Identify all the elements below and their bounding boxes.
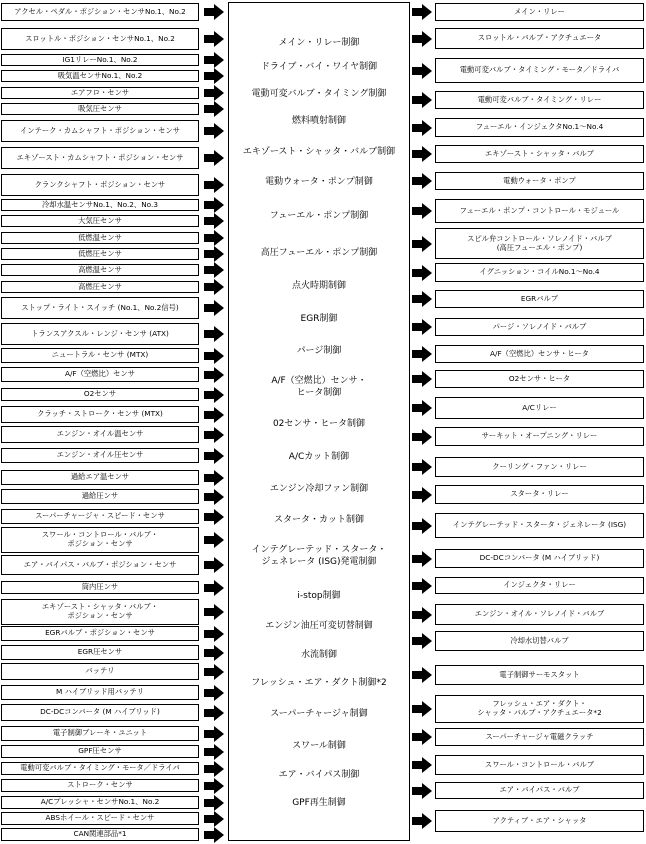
output-arrow-icon — [412, 633, 432, 649]
output-actuator-box: アクティブ・エア・シャッタ — [435, 810, 644, 832]
output-arrow-icon — [412, 203, 432, 219]
input-arrow-icon — [204, 326, 224, 342]
output-actuator-box: クーリング・ファン・リレー — [435, 457, 644, 477]
input-arrow-icon — [204, 685, 224, 701]
control-function-label: 02センサ・ヒータ制御 — [272, 419, 366, 429]
output-arrow-icon — [412, 667, 432, 683]
control-function-label: 電動可変バルブ・タイミング制御 — [251, 89, 387, 99]
input-arrow-icon — [204, 300, 224, 316]
output-arrow-icon — [412, 757, 432, 773]
input-arrow-icon — [204, 532, 224, 548]
input-arrow-icon — [204, 262, 224, 278]
output-actuator-box: メイン・リレー — [435, 3, 644, 21]
input-sensor-box: ニュートラル・センサ (MTX) — [1, 348, 199, 363]
input-arrow-icon — [204, 427, 224, 443]
output-actuator-box: エア・バイパス・バルブ — [435, 782, 644, 799]
output-arrow-icon — [412, 551, 432, 567]
input-sensor-box: GPF圧センサ — [1, 745, 199, 758]
control-function-label: エキゾースト・シャッタ・バルブ制御 — [242, 147, 396, 157]
control-function-label: インテグレーテッド・スタータ・ ジェネレータ (ISG)発電制御 — [251, 545, 387, 567]
input-sensor-box: A/Cプレッシャ・センサNo.1、No.2 — [1, 796, 199, 809]
control-function-label: フューエル・ポンプ制御 — [269, 211, 369, 221]
control-function-label: EGR制御 — [300, 314, 338, 324]
input-sensor-box: クランクシャフト・ポジション・センサ — [1, 174, 199, 196]
input-sensor-box: バッテリ — [1, 663, 199, 680]
input-sensor-box: 過給エア温センサ — [1, 470, 199, 485]
input-arrow-icon — [204, 448, 224, 464]
output-arrow-icon — [412, 92, 432, 108]
input-arrow-icon — [204, 31, 224, 47]
input-arrow-icon — [204, 150, 224, 166]
input-sensor-box: スーパーチャージャ・スピード・センサ — [1, 509, 199, 524]
output-arrow-icon — [412, 400, 432, 416]
output-actuator-box: 電子制御サーモスタット — [435, 665, 644, 685]
input-sensor-box: エアフロ・センサ — [1, 87, 199, 99]
input-arrow-icon — [204, 509, 224, 525]
output-actuator-box: A/F（空燃比）センサ・ヒータ — [435, 345, 644, 363]
input-sensor-box: A/F（空燃比）センサ — [1, 367, 199, 382]
input-arrow-icon — [204, 645, 224, 661]
output-actuator-box: パージ・ソレノイド・バルブ — [435, 318, 644, 336]
output-arrow-icon — [412, 346, 432, 362]
control-function-label: A/F（空燃比）センサ・ ヒータ制御 — [271, 376, 367, 398]
input-arrow-icon — [204, 68, 224, 84]
control-function-label: エンジン冷却ファン制御 — [269, 484, 369, 494]
input-arrow-icon — [204, 387, 224, 403]
output-arrow-icon — [412, 236, 432, 252]
control-function-label: GPF再生制御 — [292, 798, 346, 808]
input-sensor-box: アクセル・ペダル・ポジション・センサNo.1、No.2 — [1, 3, 199, 21]
output-arrow-icon — [412, 319, 432, 335]
control-function-label: 電動ウォータ・ポンプ制御 — [265, 177, 373, 187]
input-arrow-icon — [204, 348, 224, 364]
control-function-label: 燃料噴射制御 — [291, 116, 346, 126]
output-arrow-icon — [412, 487, 432, 503]
output-arrow-icon — [412, 173, 432, 189]
input-arrow-icon — [204, 761, 224, 777]
input-arrow-icon — [204, 811, 224, 827]
output-arrow-icon — [412, 813, 432, 829]
control-function-label: パージ制御 — [296, 346, 342, 356]
input-sensor-box: 過給圧ンサ — [1, 489, 199, 504]
input-arrow-icon — [204, 604, 224, 620]
output-arrow-icon — [412, 518, 432, 534]
output-arrow-icon — [412, 607, 432, 623]
output-arrow-icon — [412, 459, 432, 475]
output-arrow-icon — [412, 371, 432, 387]
input-sensor-box: 低燃圧センサ — [1, 248, 199, 260]
control-function-label: スタータ・カット制御 — [274, 515, 364, 525]
output-actuator-box: サーキット・オープニング・リレー — [435, 427, 644, 446]
input-sensor-box: IG1リレーNo.1、No.2 — [1, 54, 199, 66]
control-function-label: i-stop制御 — [297, 591, 341, 601]
output-actuator-box: インテグレーテッド・スタータ・ジェネレータ (ISG) — [435, 513, 644, 538]
control-function-label: エア・バイパス制御 — [278, 770, 360, 780]
output-arrow-icon — [412, 729, 432, 745]
control-function-label: エンジン油圧可変切替制御 — [265, 621, 373, 631]
input-sensor-box: インテーク・カムシャフト・ポジション・センサ — [1, 120, 199, 142]
input-sensor-box: スロットル・ポジション・センサNo.1、No.2 — [1, 28, 199, 50]
input-sensor-box: 電子制御ブレーキ・ユニット — [1, 726, 199, 741]
control-function-label: 水流制御 — [300, 650, 337, 660]
input-sensor-box: O2センサ — [1, 388, 199, 401]
control-function-label: ドライブ・バイ・ワイヤ制御 — [260, 62, 378, 72]
input-sensor-box: 高燃圧センサ — [1, 281, 199, 293]
input-arrow-icon — [204, 177, 224, 193]
input-arrow-icon — [204, 52, 224, 68]
input-sensor-box: DC-DCコンバータ (M ハイブリッド) — [1, 704, 199, 721]
control-function-label: A/Cカット制御 — [288, 452, 350, 462]
input-sensor-box: エンジン・オイル圧センサ — [1, 448, 199, 463]
output-actuator-box: エキゾースト・シャッタ・バルブ — [435, 145, 644, 163]
input-arrow-icon — [204, 664, 224, 680]
input-sensor-box: EGRバルブ・ポジション・センサ — [1, 626, 199, 641]
control-function-label: メイン・リレー制御 — [278, 38, 360, 48]
input-arrow-icon — [204, 705, 224, 721]
control-function-label: スーパーチャージャ制御 — [270, 709, 368, 719]
output-arrow-icon — [412, 578, 432, 594]
output-arrow-icon — [412, 63, 432, 79]
output-actuator-box: スーパーチャージャ電磁クラッチ — [435, 728, 644, 746]
output-actuator-box: スロットル・バルブ・アクチュエータ — [435, 28, 644, 49]
input-sensor-box: 高燃温センサ — [1, 264, 199, 276]
input-sensor-box: ABSホイール・スピード・センサ — [1, 812, 199, 825]
output-arrow-icon — [412, 701, 432, 717]
input-arrow-icon — [204, 197, 224, 213]
output-actuator-box: O2センサ・ヒータ — [435, 370, 644, 388]
input-sensor-box: エア・バイパス・バルブ・ポジション・センサ — [1, 555, 199, 575]
input-arrow-icon — [204, 230, 224, 246]
input-sensor-box: ストローク・センサ — [1, 779, 199, 792]
control-function-label: 高圧フューエル・ポンプ制御 — [260, 248, 378, 258]
input-sensor-box: 冷却水温センサNo.1、No.2、No.3 — [1, 199, 199, 211]
input-arrow-icon — [204, 557, 224, 573]
control-function-label: スワール制御 — [292, 741, 346, 751]
output-arrow-icon — [412, 4, 432, 20]
output-actuator-box: イグニッション・コイルNo.1～No.4 — [435, 263, 644, 282]
input-arrow-icon — [204, 101, 224, 117]
input-arrow-icon — [204, 123, 224, 139]
input-arrow-icon — [204, 470, 224, 486]
input-arrow-icon — [204, 795, 224, 811]
input-sensor-box: 吸気温センサNo.1、No.2 — [1, 70, 199, 82]
input-sensor-box: 低燃温センサ — [1, 232, 199, 244]
input-arrow-icon — [204, 626, 224, 642]
control-function-label: 点火時期制御 — [291, 281, 346, 291]
input-arrow-icon — [204, 4, 224, 20]
output-actuator-box: スピル弁コントロール・ソレノイド・バルブ (高圧フューエル・ポンプ) — [435, 228, 644, 259]
output-actuator-box: 電動可変バルブ・タイミング・モータ／ドライバ — [435, 58, 644, 83]
input-sensor-box: CAN関連部品*1 — [1, 828, 199, 841]
input-arrow-icon — [204, 726, 224, 742]
input-sensor-box: 大気圧センサ — [1, 215, 199, 227]
input-arrow-icon — [204, 489, 224, 505]
output-actuator-box: スタータ・リレー — [435, 485, 644, 504]
input-arrow-icon — [204, 407, 224, 423]
output-actuator-box: エンジン・オイル・ソレノイド・バルブ — [435, 604, 644, 625]
input-arrow-icon — [204, 827, 224, 843]
output-actuator-box: DC-DCコンバータ (M ハイブリッド) — [435, 549, 644, 568]
output-actuator-box: フューエル・インジェクタNo.1～No.4 — [435, 118, 644, 137]
input-arrow-icon — [204, 213, 224, 229]
output-arrow-icon — [412, 291, 432, 307]
input-arrow-icon — [204, 279, 224, 295]
output-arrow-icon — [412, 429, 432, 445]
input-sensor-box: トランスアクスル・レンジ・センサ (ATX) — [1, 323, 199, 345]
output-arrow-icon — [412, 146, 432, 162]
output-actuator-box: フレッシュ・エア・ダクト・ シャッタ・バルブ・アクチュエータ*2 — [435, 695, 644, 723]
input-sensor-box: エンジン・オイル温センサ — [1, 426, 199, 443]
input-sensor-box: 電動可変バルブ・タイミング・モータ／ドライバ — [1, 762, 199, 775]
input-sensor-box: スワール・コントロール・バルブ・ ポジション・センサ — [1, 527, 199, 553]
input-arrow-icon — [204, 85, 224, 101]
input-sensor-box: クラッチ・ストローク・センサ (MTX) — [1, 406, 199, 423]
input-sensor-box: 筒内圧ンサ — [1, 581, 199, 594]
ecm-control-block — [228, 2, 410, 841]
output-actuator-box: A/Cリレー — [435, 397, 644, 419]
output-arrow-icon — [412, 120, 432, 136]
input-arrow-icon — [204, 246, 224, 262]
output-actuator-box: スワール・コントロール・バルブ — [435, 755, 644, 775]
input-arrow-icon — [204, 367, 224, 383]
output-arrow-icon — [412, 31, 432, 47]
input-sensor-box: M ハイブリッド用バッテリ — [1, 685, 199, 700]
output-actuator-box: 電動可変バルブ・タイミング・リレー — [435, 91, 644, 109]
input-sensor-box: EGR圧センサ — [1, 645, 199, 660]
input-sensor-box: エキゾースト・シャッタ・バルブ・ ポジション・センサ — [1, 599, 199, 625]
input-arrow-icon — [204, 778, 224, 794]
output-actuator-box: EGRバルブ — [435, 290, 644, 308]
input-sensor-box: ストップ・ライト・スイッチ (No.1、No.2信号) — [1, 297, 199, 319]
control-function-label: フレッシュ・エア・ダクト制御*2 — [251, 678, 387, 688]
output-actuator-box: フューエル・ポンプ・コントロール・モジュール — [435, 199, 644, 223]
output-actuator-box: 冷却水切替バルブ — [435, 631, 644, 651]
input-sensor-box: エキゾースト・カムシャフト・ポジション・センサ — [1, 147, 199, 169]
output-arrow-icon — [412, 265, 432, 281]
output-arrow-icon — [412, 783, 432, 799]
input-arrow-icon — [204, 744, 224, 760]
output-actuator-box: インジェクタ・リレー — [435, 577, 644, 594]
output-actuator-box: 電動ウォータ・ポンプ — [435, 172, 644, 190]
input-arrow-icon — [204, 580, 224, 596]
input-sensor-box: 吸気圧センサ — [1, 103, 199, 115]
